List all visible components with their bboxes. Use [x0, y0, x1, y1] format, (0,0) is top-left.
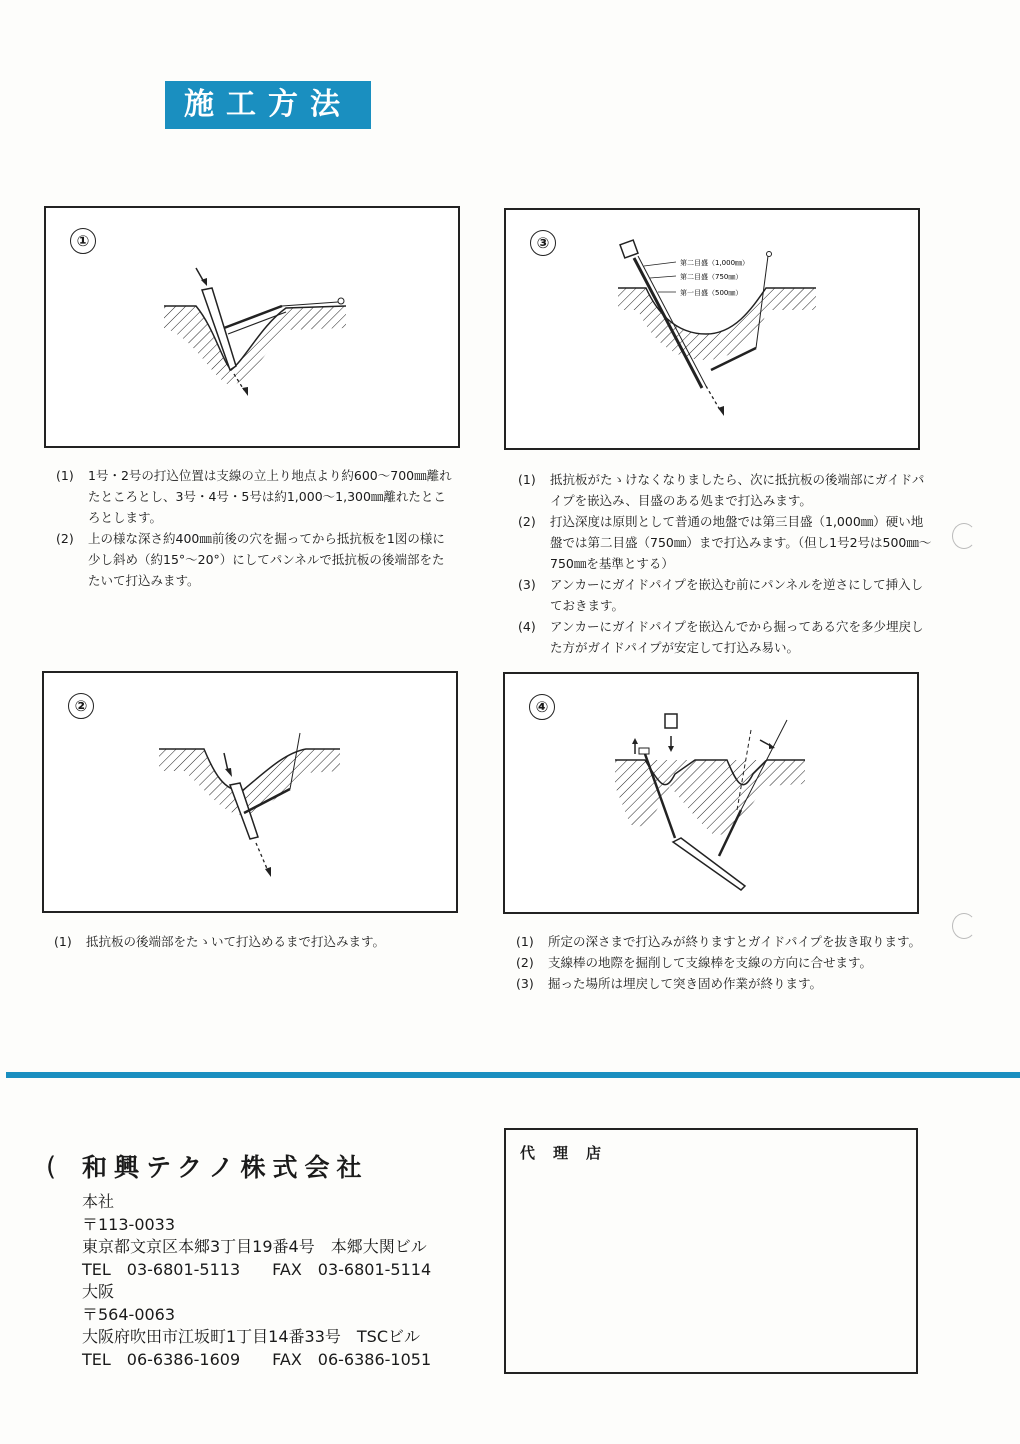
address-line: 東京都文京区本郷3丁目19番4号 本郷大関ビル — [82, 1237, 427, 1256]
binder-hole — [952, 523, 976, 549]
step-item: (2) 上の様な深さ約400㎜前後の穴を掘ってから抵抗板を1図の様に少し斜め（約15°〜20°）にしてパンネルで抵抗板の後端部をたたいて打込みます。 — [56, 531, 445, 588]
figure-panel-4 — [503, 672, 919, 914]
address-line: 大阪府吹田市江坂町1丁目14番33号 TSCビル — [82, 1327, 421, 1346]
address-line: 大阪 — [82, 1282, 115, 1301]
steps-panel-2 — [54, 931, 454, 952]
steps-panel-1 — [56, 465, 456, 591]
figure-panel-2 — [42, 671, 458, 913]
address-line: 〒564-0063 — [82, 1304, 176, 1324]
panel-number: ① — [70, 228, 96, 254]
step-item: (3) 掘った場所は埋戻して突き固め作業が終ります。 — [516, 976, 823, 991]
depth-label-2: 第二目盛（750㎜） — [680, 273, 743, 281]
step-item: (2) 打込深度は原則として普通の地盤では第三目盛（1,000㎜）硬い地盤では第二目盛（750㎜）まで打込みます。（但し1号2号は500㎜〜750㎜を基準とする） — [518, 514, 932, 571]
step-item: (1) 所定の深さまで打込みが終りますとガイドパイプを抜き取ります。 — [516, 934, 922, 949]
step-item: (3) アンカーにガイドパイプを嵌込む前にパンネルを逆さにして挿入しておきます。 — [518, 577, 924, 613]
step-item: (4) アンカーにガイドパイプを嵌込んでから掘ってある穴を多少埋戻した方がガイドパイプが安定して打込み易い。 — [518, 619, 924, 655]
diagram-1 — [46, 208, 458, 446]
address-line: TEL 06-6386-1609 FAX 06-6386-1051 — [82, 1349, 432, 1369]
figure-panel-1 — [44, 206, 460, 448]
step-item: (1) 抵抗板がたゝけなくなりましたら、次に抵抗板の後端部にガイドパイプを嵌込み、目盛のある処まで打込みます。 — [518, 472, 925, 508]
address-line: 本社 — [82, 1192, 115, 1211]
step-item: (1) 1号・2号の打込位置は支線の立上り地点より約600〜700㎜離れたところとし、3号・4号・5号は約1,000〜1,300㎜離れたところとします。 — [56, 468, 452, 525]
agent-label: 代理店 — [520, 1144, 620, 1162]
step-item: (1) 抵抗板の後端部をたゝいて打込めるまで打込みます。 — [54, 934, 386, 949]
depth-label-1: 第一目盛（500㎜） — [680, 289, 743, 297]
binder-hole — [952, 913, 976, 939]
decorative-mark: ( — [46, 1152, 57, 1182]
address-line: TEL 03-6801-5113 FAX 03-6801-5114 — [82, 1259, 432, 1279]
steps-panel-4 — [516, 931, 931, 994]
steps-panel-3 — [518, 469, 933, 658]
panel-number: ④ — [529, 694, 555, 720]
step-item: (2) 支線棒の地際を掘削して支線棒を支線の方向に合せます。 — [516, 955, 873, 970]
page-title: 施工方法 — [165, 81, 371, 129]
company-name: 和興テクノ株式会社 — [82, 1153, 369, 1182]
diagram-4 — [505, 674, 917, 912]
panel-number: ② — [68, 693, 94, 719]
footer-divider — [6, 1072, 1020, 1078]
depth-label-3: 第二目盛（1,000㎜） — [680, 259, 750, 267]
company-address — [82, 1191, 431, 1371]
diagram-3 — [506, 210, 918, 448]
figure-panel-3 — [504, 208, 920, 450]
diagram-2 — [44, 673, 456, 911]
address-line: 〒113-0033 — [82, 1214, 176, 1234]
agent-box — [504, 1128, 918, 1374]
panel-number: ③ — [530, 230, 556, 256]
